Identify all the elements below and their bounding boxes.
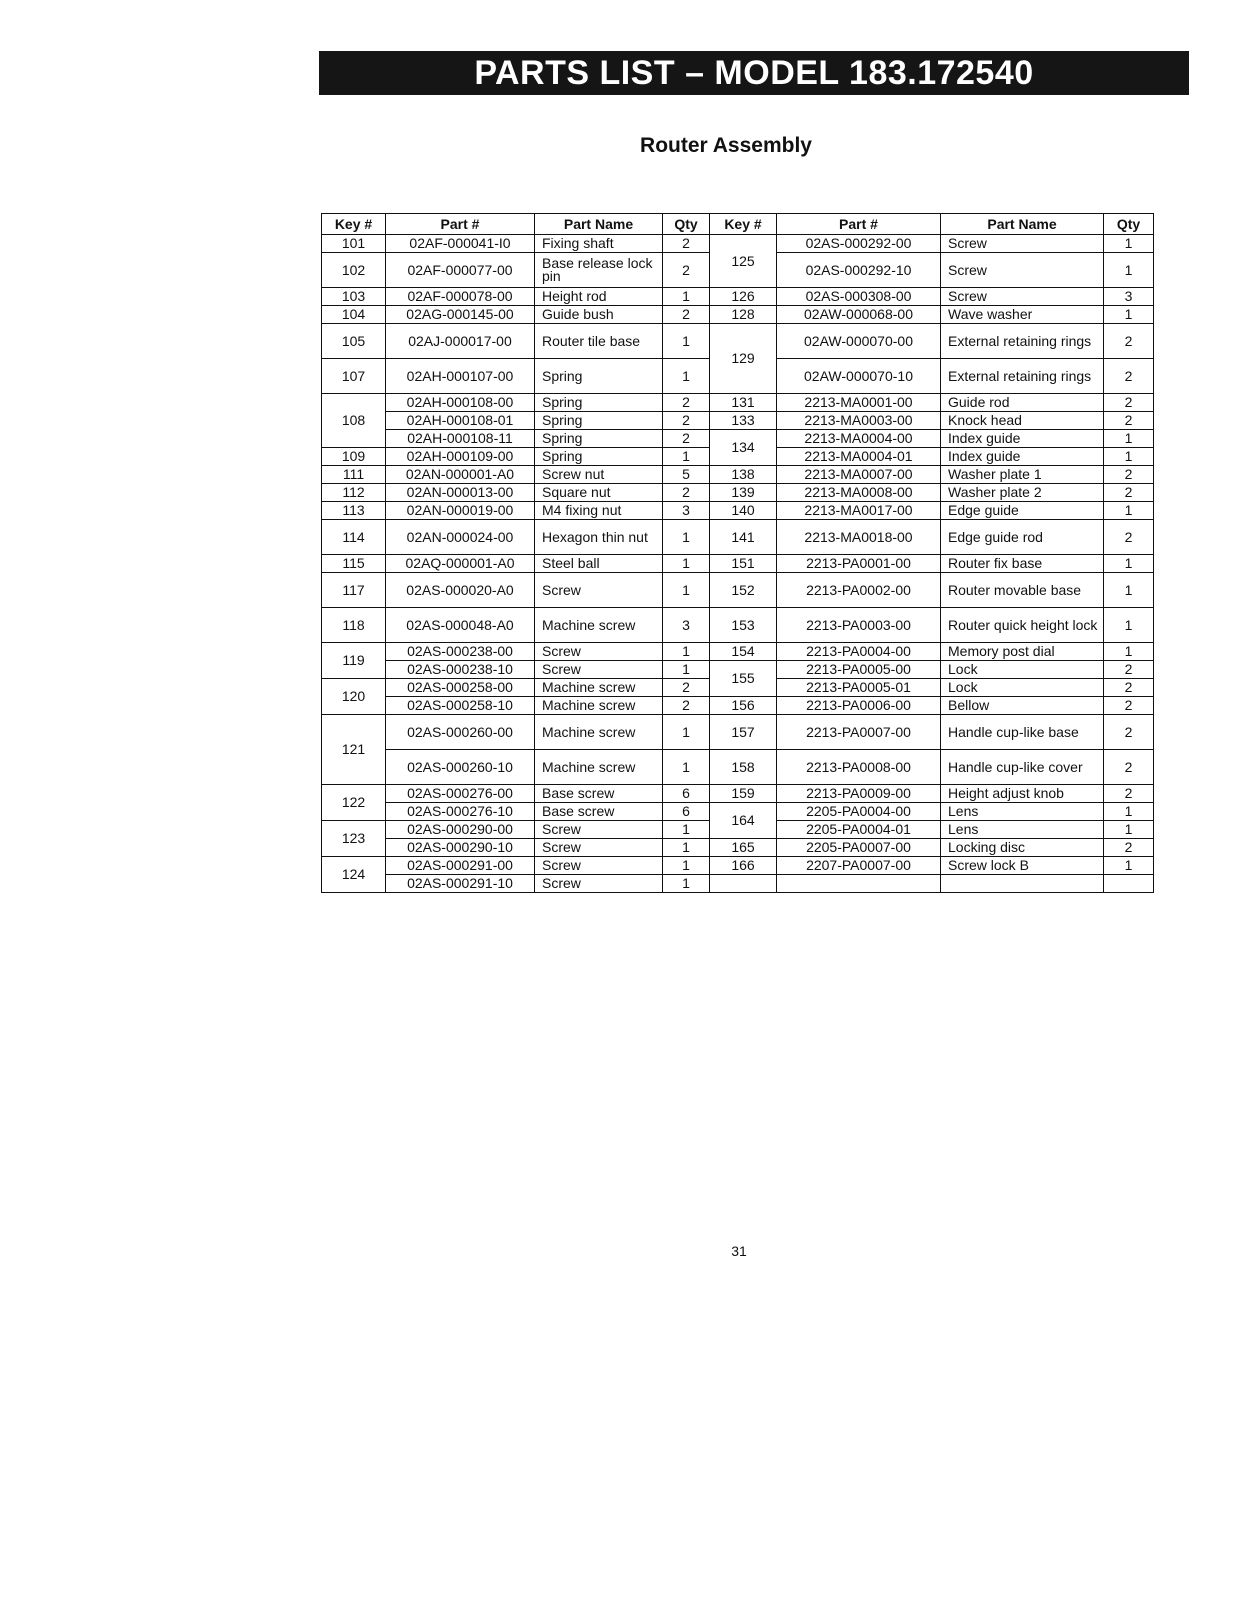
cell-key: 114 — [322, 520, 386, 555]
table-row — [322, 288, 1154, 306]
cell-key: 109 — [322, 448, 386, 466]
cell-part-name: Index guide — [941, 448, 1104, 466]
cell-key: 128 — [710, 306, 777, 324]
cell-part-name: Index guide — [941, 430, 1104, 448]
parts-table-body — [322, 235, 1154, 893]
cell-qty: 3 — [663, 608, 710, 643]
table-row — [322, 324, 1154, 359]
cell-part-number: 02AQ-000001-A0 — [386, 555, 535, 573]
cell-part-name: Machine screw — [535, 697, 663, 715]
cell-qty: 2 — [663, 306, 710, 324]
cell-part-number: 2213-MA0004-00 — [777, 430, 941, 448]
cell-qty: 1 — [1104, 573, 1154, 608]
cell-qty: 2 — [663, 412, 710, 430]
table-row — [322, 555, 1154, 573]
table-row — [322, 412, 1154, 430]
cell-part-name: Router movable base — [941, 573, 1104, 608]
cell-part-name: Screw — [941, 235, 1104, 253]
cell-part-number: 02AS-000260-10 — [386, 750, 535, 785]
cell-part-name: Locking disc — [941, 839, 1104, 857]
table-row — [322, 520, 1154, 555]
table-row — [322, 697, 1154, 715]
cell-part-number: 02AH-000108-01 — [386, 412, 535, 430]
cell-qty: 1 — [663, 520, 710, 555]
cell-part-name: Machine screw — [535, 608, 663, 643]
cell-part-number: 2213-MA0017-00 — [777, 502, 941, 520]
cell-part-name: Screw — [535, 573, 663, 608]
cell-qty: 1 — [1104, 448, 1154, 466]
cell-part-name: Handle cup-like cover — [941, 750, 1104, 785]
cell-qty: 1 — [663, 359, 710, 394]
cell-part-name: Base screw — [535, 785, 663, 803]
cell-part-number: 02AS-000048-A0 — [386, 608, 535, 643]
cell-qty: 1 — [663, 573, 710, 608]
cell-part-number: 2207-PA0007-00 — [777, 857, 941, 875]
cell-part-name: Lock — [941, 679, 1104, 697]
header-part-name: Part Name — [535, 214, 663, 235]
cell-qty — [1104, 875, 1154, 893]
cell-part-number: 2213-PA0006-00 — [777, 697, 941, 715]
cell-part-name: Spring — [535, 394, 663, 412]
cell-qty: 2 — [663, 430, 710, 448]
cell-key: 151 — [710, 555, 777, 573]
cell-part-number: 02AF-000078-00 — [386, 288, 535, 306]
cell-part-name: Spring — [535, 430, 663, 448]
section-title: Router Assembly — [640, 134, 812, 157]
cell-part-number: 2205-PA0007-00 — [777, 839, 941, 857]
cell-qty: 1 — [663, 661, 710, 679]
cell-part-name: Screw — [535, 821, 663, 839]
cell-qty: 1 — [663, 643, 710, 661]
cell-part-number: 2213-PA0004-00 — [777, 643, 941, 661]
table-row — [322, 750, 1154, 785]
cell-part-number: 02AH-000108-00 — [386, 394, 535, 412]
cell-qty: 1 — [1104, 502, 1154, 520]
cell-key: 141 — [710, 520, 777, 555]
cell-qty: 2 — [1104, 359, 1154, 394]
cell-qty: 1 — [663, 875, 710, 893]
cell-part-number: 2213-PA0003-00 — [777, 608, 941, 643]
cell-part-number: 2205-PA0004-00 — [777, 803, 941, 821]
cell-part-name: Edge guide — [941, 502, 1104, 520]
cell-part-name: Router tile base — [535, 324, 663, 359]
cell-key: 157 — [710, 715, 777, 750]
cell-qty: 2 — [1104, 484, 1154, 502]
cell-part-name: Screw — [535, 839, 663, 857]
cell-part-name: External retaining rings — [941, 359, 1104, 394]
cell-key: 159 — [710, 785, 777, 803]
cell-part-number: 2213-PA0009-00 — [777, 785, 941, 803]
cell-qty: 1 — [663, 555, 710, 573]
cell-part-number: 02AS-000020-A0 — [386, 573, 535, 608]
cell-key: 111 — [322, 466, 386, 484]
cell-part-name: Memory post dial — [941, 643, 1104, 661]
cell-part-number: 2213-MA0004-01 — [777, 448, 941, 466]
cell-part-name: Wave washer — [941, 306, 1104, 324]
table-row — [322, 484, 1154, 502]
cell-qty: 5 — [663, 466, 710, 484]
cell-qty: 2 — [663, 235, 710, 253]
cell-key: 164 — [710, 803, 777, 839]
cell-key: 101 — [322, 235, 386, 253]
cell-part-number: 02AH-000109-00 — [386, 448, 535, 466]
cell-key: 107 — [322, 359, 386, 394]
cell-part-number: 02AN-000001-A0 — [386, 466, 535, 484]
cell-key: 133 — [710, 412, 777, 430]
cell-qty: 2 — [663, 697, 710, 715]
cell-part-number: 02AS-000258-00 — [386, 679, 535, 697]
table-row — [322, 803, 1154, 821]
cell-qty: 2 — [1104, 520, 1154, 555]
cell-part-name: Base screw — [535, 803, 663, 821]
cell-key: 139 — [710, 484, 777, 502]
cell-part-number: 02AJ-000017-00 — [386, 324, 535, 359]
cell-key: 153 — [710, 608, 777, 643]
cell-part-name: Screw — [535, 643, 663, 661]
parts-table — [321, 213, 1154, 893]
cell-qty: 1 — [663, 715, 710, 750]
cell-key: 125 — [710, 235, 777, 288]
page-banner: PARTS LIST – MODEL 183.172540 — [319, 51, 1189, 95]
cell-part-name: Knock head — [941, 412, 1104, 430]
cell-part-name: Screw — [535, 875, 663, 893]
cell-part-name: Screw — [941, 253, 1104, 288]
cell-part-number: 2213-MA0018-00 — [777, 520, 941, 555]
cell-part-name: Screw — [941, 288, 1104, 306]
header-part-name: Part Name — [941, 214, 1104, 235]
cell-part-number: 02AS-000238-10 — [386, 661, 535, 679]
cell-part-number: 02AH-000108-11 — [386, 430, 535, 448]
table-row — [322, 643, 1154, 661]
cell-key: 103 — [322, 288, 386, 306]
cell-part-number: 02AF-000077-00 — [386, 253, 535, 288]
cell-part-name: Spring — [535, 359, 663, 394]
cell-part-number: 2213-MA0001-00 — [777, 394, 941, 412]
cell-key: 158 — [710, 750, 777, 785]
cell-part-number: 02AN-000019-00 — [386, 502, 535, 520]
cell-part-number: 02AW-000068-00 — [777, 306, 941, 324]
cell-part-name: Machine screw — [535, 750, 663, 785]
table-row — [322, 839, 1154, 857]
cell-part-name: Base release lock pin — [535, 253, 663, 288]
cell-part-name: Fixing shaft — [535, 235, 663, 253]
cell-qty: 1 — [1104, 430, 1154, 448]
cell-part-number: 02AS-000260-00 — [386, 715, 535, 750]
table-row — [322, 235, 1154, 253]
cell-key: 120 — [322, 679, 386, 715]
cell-qty: 1 — [1104, 803, 1154, 821]
cell-part-name: Spring — [535, 412, 663, 430]
cell-part-number: 02AS-000292-00 — [777, 235, 941, 253]
cell-part-name: Lens — [941, 821, 1104, 839]
cell-key: 105 — [322, 324, 386, 359]
cell-part-number: 02AN-000024-00 — [386, 520, 535, 555]
cell-key: 113 — [322, 502, 386, 520]
cell-qty: 2 — [1104, 839, 1154, 857]
cell-part-name: Lock — [941, 661, 1104, 679]
cell-qty: 1 — [663, 750, 710, 785]
cell-part-number: 02AS-000258-10 — [386, 697, 535, 715]
header-key: Key # — [710, 214, 777, 235]
cell-part-number: 02AS-000291-00 — [386, 857, 535, 875]
cell-part-number: 2213-PA0008-00 — [777, 750, 941, 785]
cell-key: 152 — [710, 573, 777, 608]
cell-qty: 1 — [1104, 857, 1154, 875]
header-key: Key # — [322, 214, 386, 235]
cell-part-name: Height adjust knob — [941, 785, 1104, 803]
cell-part-number: 02AS-000290-00 — [386, 821, 535, 839]
cell-part-name: Screw — [535, 857, 663, 875]
cell-key: 121 — [322, 715, 386, 785]
cell-qty: 3 — [1104, 288, 1154, 306]
cell-part-name — [941, 875, 1104, 893]
cell-key: 122 — [322, 785, 386, 821]
cell-part-name: Edge guide rod — [941, 520, 1104, 555]
header-qty: Qty — [1104, 214, 1154, 235]
cell-qty: 2 — [1104, 324, 1154, 359]
cell-part-name: Height rod — [535, 288, 663, 306]
header-qty: Qty — [663, 214, 710, 235]
cell-part-number: 2213-PA0007-00 — [777, 715, 941, 750]
cell-key: 118 — [322, 608, 386, 643]
cell-key: 119 — [322, 643, 386, 679]
cell-part-name: Washer plate 1 — [941, 466, 1104, 484]
cell-part-name: Bellow — [941, 697, 1104, 715]
cell-qty: 1 — [1104, 821, 1154, 839]
cell-key: 155 — [710, 661, 777, 697]
cell-part-name: Router quick height lock — [941, 608, 1104, 643]
cell-part-name: Lens — [941, 803, 1104, 821]
cell-qty: 1 — [663, 839, 710, 857]
cell-qty: 1 — [1104, 306, 1154, 324]
cell-key: 138 — [710, 466, 777, 484]
cell-qty: 2 — [663, 484, 710, 502]
cell-qty: 2 — [663, 679, 710, 697]
cell-qty: 2 — [1104, 785, 1154, 803]
cell-key: 131 — [710, 394, 777, 412]
cell-part-name: Handle cup-like base — [941, 715, 1104, 750]
cell-part-name: Screw — [535, 661, 663, 679]
cell-qty: 1 — [663, 821, 710, 839]
table-row — [322, 394, 1154, 412]
table-row — [322, 875, 1154, 893]
cell-key: 156 — [710, 697, 777, 715]
cell-part-number: 2213-MA0003-00 — [777, 412, 941, 430]
cell-key: 140 — [710, 502, 777, 520]
cell-key: 165 — [710, 839, 777, 857]
cell-qty: 1 — [663, 324, 710, 359]
cell-part-number: 02AG-000145-00 — [386, 306, 535, 324]
cell-qty: 2 — [1104, 466, 1154, 484]
table-row — [322, 715, 1154, 750]
table-row — [322, 785, 1154, 803]
cell-qty: 1 — [663, 857, 710, 875]
cell-part-number: 2213-MA0008-00 — [777, 484, 941, 502]
cell-qty: 1 — [1104, 643, 1154, 661]
cell-part-number: 2213-PA0005-01 — [777, 679, 941, 697]
cell-qty: 2 — [1104, 661, 1154, 679]
cell-part-number: 2213-PA0005-00 — [777, 661, 941, 679]
cell-part-number: 2213-PA0002-00 — [777, 573, 941, 608]
cell-key: 124 — [322, 857, 386, 893]
cell-key: 166 — [710, 857, 777, 875]
cell-part-name: Square nut — [535, 484, 663, 502]
cell-key — [710, 875, 777, 893]
cell-part-number: 02AW-000070-10 — [777, 359, 941, 394]
cell-part-name: Machine screw — [535, 679, 663, 697]
cell-qty: 1 — [663, 288, 710, 306]
cell-qty: 1 — [663, 448, 710, 466]
cell-qty: 2 — [1104, 679, 1154, 697]
cell-part-number: 02AW-000070-00 — [777, 324, 941, 359]
cell-part-name: Washer plate 2 — [941, 484, 1104, 502]
cell-part-number: 02AS-000308-00 — [777, 288, 941, 306]
table-header-row — [322, 214, 1154, 235]
cell-qty: 2 — [663, 394, 710, 412]
cell-part-name: Steel ball — [535, 555, 663, 573]
cell-qty: 6 — [663, 785, 710, 803]
cell-part-number: 02AS-000276-10 — [386, 803, 535, 821]
cell-part-name: Guide bush — [535, 306, 663, 324]
cell-part-number: 02AS-000290-10 — [386, 839, 535, 857]
cell-part-number: 2205-PA0004-01 — [777, 821, 941, 839]
cell-key: 102 — [322, 253, 386, 288]
cell-qty: 2 — [1104, 412, 1154, 430]
cell-qty: 3 — [663, 502, 710, 520]
table-row — [322, 502, 1154, 520]
cell-qty: 1 — [1104, 608, 1154, 643]
table-row — [322, 857, 1154, 875]
cell-part-number: 02AS-000238-00 — [386, 643, 535, 661]
cell-part-name: Hexagon thin nut — [535, 520, 663, 555]
cell-part-number: 02AS-000291-10 — [386, 875, 535, 893]
cell-part-name: Screw lock B — [941, 857, 1104, 875]
cell-qty: 1 — [1104, 253, 1154, 288]
cell-key: 134 — [710, 430, 777, 466]
table-row — [322, 466, 1154, 484]
cell-part-number: 02AN-000013-00 — [386, 484, 535, 502]
cell-key: 108 — [322, 394, 386, 448]
table-row — [322, 430, 1154, 448]
cell-key: 104 — [322, 306, 386, 324]
cell-part-name: Machine screw — [535, 715, 663, 750]
cell-qty: 2 — [1104, 394, 1154, 412]
cell-qty: 1 — [1104, 555, 1154, 573]
cell-part-number — [777, 875, 941, 893]
table-row — [322, 661, 1154, 679]
page-number: 31 — [731, 1243, 747, 1259]
cell-qty: 2 — [663, 253, 710, 288]
cell-part-name: M4 fixing nut — [535, 502, 663, 520]
cell-part-number: 02AS-000292-10 — [777, 253, 941, 288]
cell-part-name: Spring — [535, 448, 663, 466]
cell-part-number: 02AH-000107-00 — [386, 359, 535, 394]
cell-qty: 2 — [1104, 715, 1154, 750]
cell-part-number: 02AS-000276-00 — [386, 785, 535, 803]
table-row — [322, 573, 1154, 608]
cell-qty: 2 — [1104, 750, 1154, 785]
cell-part-name: Guide rod — [941, 394, 1104, 412]
cell-part-name: Screw nut — [535, 466, 663, 484]
table-row — [322, 306, 1154, 324]
cell-part-number: 2213-MA0007-00 — [777, 466, 941, 484]
cell-part-number: 2213-PA0001-00 — [777, 555, 941, 573]
cell-qty: 6 — [663, 803, 710, 821]
cell-key: 129 — [710, 324, 777, 394]
cell-part-number: 02AF-000041-I0 — [386, 235, 535, 253]
cell-key: 112 — [322, 484, 386, 502]
cell-key: 115 — [322, 555, 386, 573]
cell-part-name: Router fix base — [941, 555, 1104, 573]
cell-key: 123 — [322, 821, 386, 857]
table-row — [322, 608, 1154, 643]
cell-qty: 1 — [1104, 235, 1154, 253]
cell-key: 126 — [710, 288, 777, 306]
header-part-number: Part # — [777, 214, 941, 235]
header-part-number: Part # — [386, 214, 535, 235]
cell-part-name: External retaining rings — [941, 324, 1104, 359]
cell-key: 117 — [322, 573, 386, 608]
cell-key: 154 — [710, 643, 777, 661]
cell-qty: 2 — [1104, 697, 1154, 715]
